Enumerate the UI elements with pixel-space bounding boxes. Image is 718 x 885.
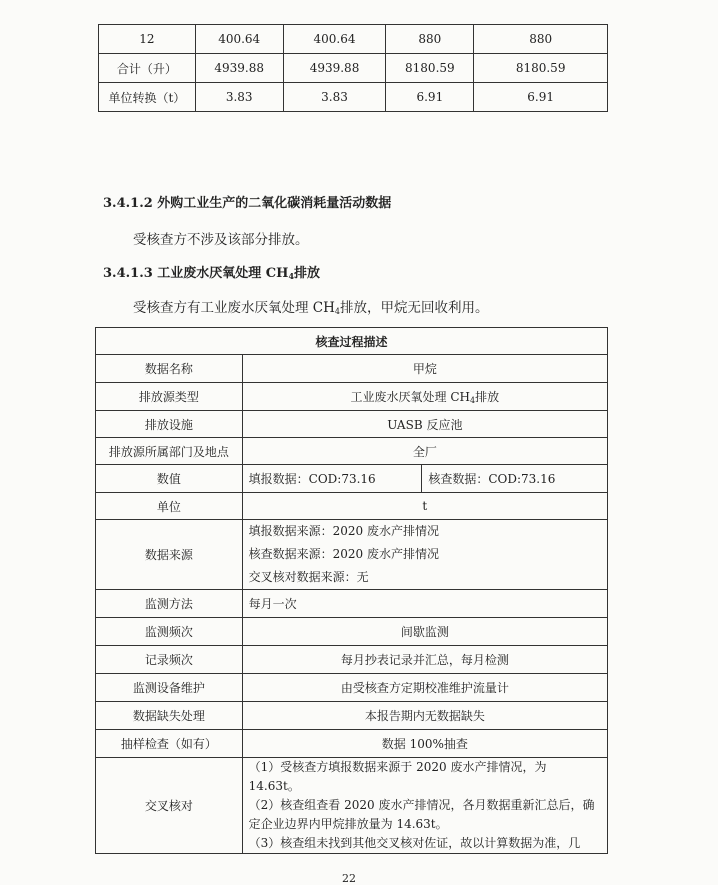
row-label: 排放源类型 [96, 383, 243, 411]
table-cell: 12 [99, 25, 196, 54]
row-label: 监测频次 [96, 618, 243, 646]
row-value [242, 383, 607, 411]
table-row [96, 618, 608, 646]
row-value: t [242, 493, 607, 520]
cross-check-line: （2）核查组查看 2020 废水产排情况，各月数据重新汇总后，确 [248, 798, 595, 812]
table-row [96, 411, 608, 438]
row-value: 每月一次 [242, 590, 607, 618]
heading-tail: 排放 [294, 266, 321, 281]
table-cell: 6.91 [386, 83, 474, 112]
row-value: 每月抄表记录并汇总，每月检测 [242, 646, 607, 674]
row-value: UASB 反应池 [242, 411, 607, 438]
table-cell: 8180.59 [386, 54, 474, 83]
table-cell: 880 [386, 25, 474, 54]
table-row [99, 83, 608, 112]
heading-subscript: 4 [288, 271, 295, 281]
cross-check-line: 定企业边界内甲烷排放量为 14.63t。 [248, 817, 448, 831]
table-row [96, 590, 608, 618]
table-row [96, 328, 608, 355]
value-tail: 排放 [475, 390, 500, 404]
table-cell: 单位转换（t） [99, 83, 196, 112]
value-text: 工业废水厌氧处理 CH [350, 390, 470, 404]
row-label: 数据来源 [96, 520, 243, 590]
section-text-3412: 受核查方不涉及该部分排放。 [133, 232, 309, 248]
table-row [96, 493, 608, 520]
row-label: 排放设施 [96, 411, 243, 438]
heading-text: 3.4.1.3 工业废水厌氧处理 CH [103, 266, 289, 281]
table-row [96, 520, 608, 590]
table-row [99, 25, 608, 54]
row-label: 监测方法 [96, 590, 243, 618]
table-cell: 合计（升） [99, 54, 196, 83]
row-label: 数值 [96, 465, 243, 493]
row-label: 排放源所属部门及地点 [96, 438, 243, 465]
row-label: 监测设备维护 [96, 674, 243, 702]
row-label: 数据名称 [96, 355, 243, 383]
table-row [96, 465, 608, 493]
table-row [96, 758, 608, 854]
section-heading-3412: 3.4.1.2 外购工业生产的二氧化碳消耗量活动数据 [103, 196, 392, 211]
table-cell: 3.83 [195, 83, 283, 112]
table-cell: 400.64 [283, 25, 386, 54]
verified-value: 核查数据：COD:73.16 [422, 465, 608, 493]
table-row [99, 54, 608, 83]
source-line: 填报数据来源：2020 废水产排情况 [248, 524, 439, 538]
row-value: 甲烷 [242, 355, 607, 383]
table-cell: 4939.88 [283, 54, 386, 83]
row-label: 数据缺失处理 [96, 702, 243, 730]
row-value: 全厂 [242, 438, 607, 465]
cross-check-line: （3）核查组未找到其他交叉核对佐证，故以计算数据为准，几 [248, 836, 581, 850]
table-row [96, 646, 608, 674]
verification-process-table [95, 327, 608, 854]
page-number: 22 [342, 872, 356, 885]
row-value [242, 758, 607, 854]
para-subscript: 4 [334, 307, 340, 316]
row-label: 交叉核对 [96, 758, 243, 854]
table-row [96, 383, 608, 411]
table-row [96, 674, 608, 702]
gas-volume-table [98, 24, 608, 112]
row-value: 间歇监测 [242, 618, 607, 646]
value-subscript: 4 [470, 396, 476, 405]
row-value: 数据 100%抽查 [242, 730, 607, 758]
row-value: 由受核查方定期校准维护流量计 [242, 674, 607, 702]
row-label: 单位 [96, 493, 243, 520]
para-tail: 排放，甲烷无回收利用。 [340, 300, 489, 316]
para-text: 受核查方有工业废水厌氧处理 CH [133, 300, 335, 316]
source-line: 交叉核对数据来源：无 [248, 570, 369, 584]
table-title: 核查过程描述 [96, 328, 608, 355]
table-cell: 8180.59 [474, 54, 608, 83]
row-label: 记录频次 [96, 646, 243, 674]
source-line: 核查数据来源：2020 废水产排情况 [248, 547, 439, 561]
table-cell: 4939.88 [195, 54, 283, 83]
table-cell: 3.83 [283, 83, 386, 112]
table-row [96, 355, 608, 383]
section-text-3413 [133, 296, 489, 316]
table-cell: 400.64 [195, 25, 283, 54]
table-row [96, 702, 608, 730]
row-value: 本报告期内无数据缺失 [242, 702, 607, 730]
table-cell: 880 [474, 25, 608, 54]
table-row [96, 438, 608, 465]
section-heading-3413 [103, 262, 320, 281]
reported-value: 填报数据：COD:73.16 [242, 465, 422, 493]
table-cell: 6.91 [474, 83, 608, 112]
row-value [242, 520, 607, 590]
table-row [96, 730, 608, 758]
row-label: 抽样检查（如有） [96, 730, 243, 758]
cross-check-line: （1）受核查方填报数据来源于 2020 废水产排情况，为 14.63t。 [248, 760, 547, 793]
